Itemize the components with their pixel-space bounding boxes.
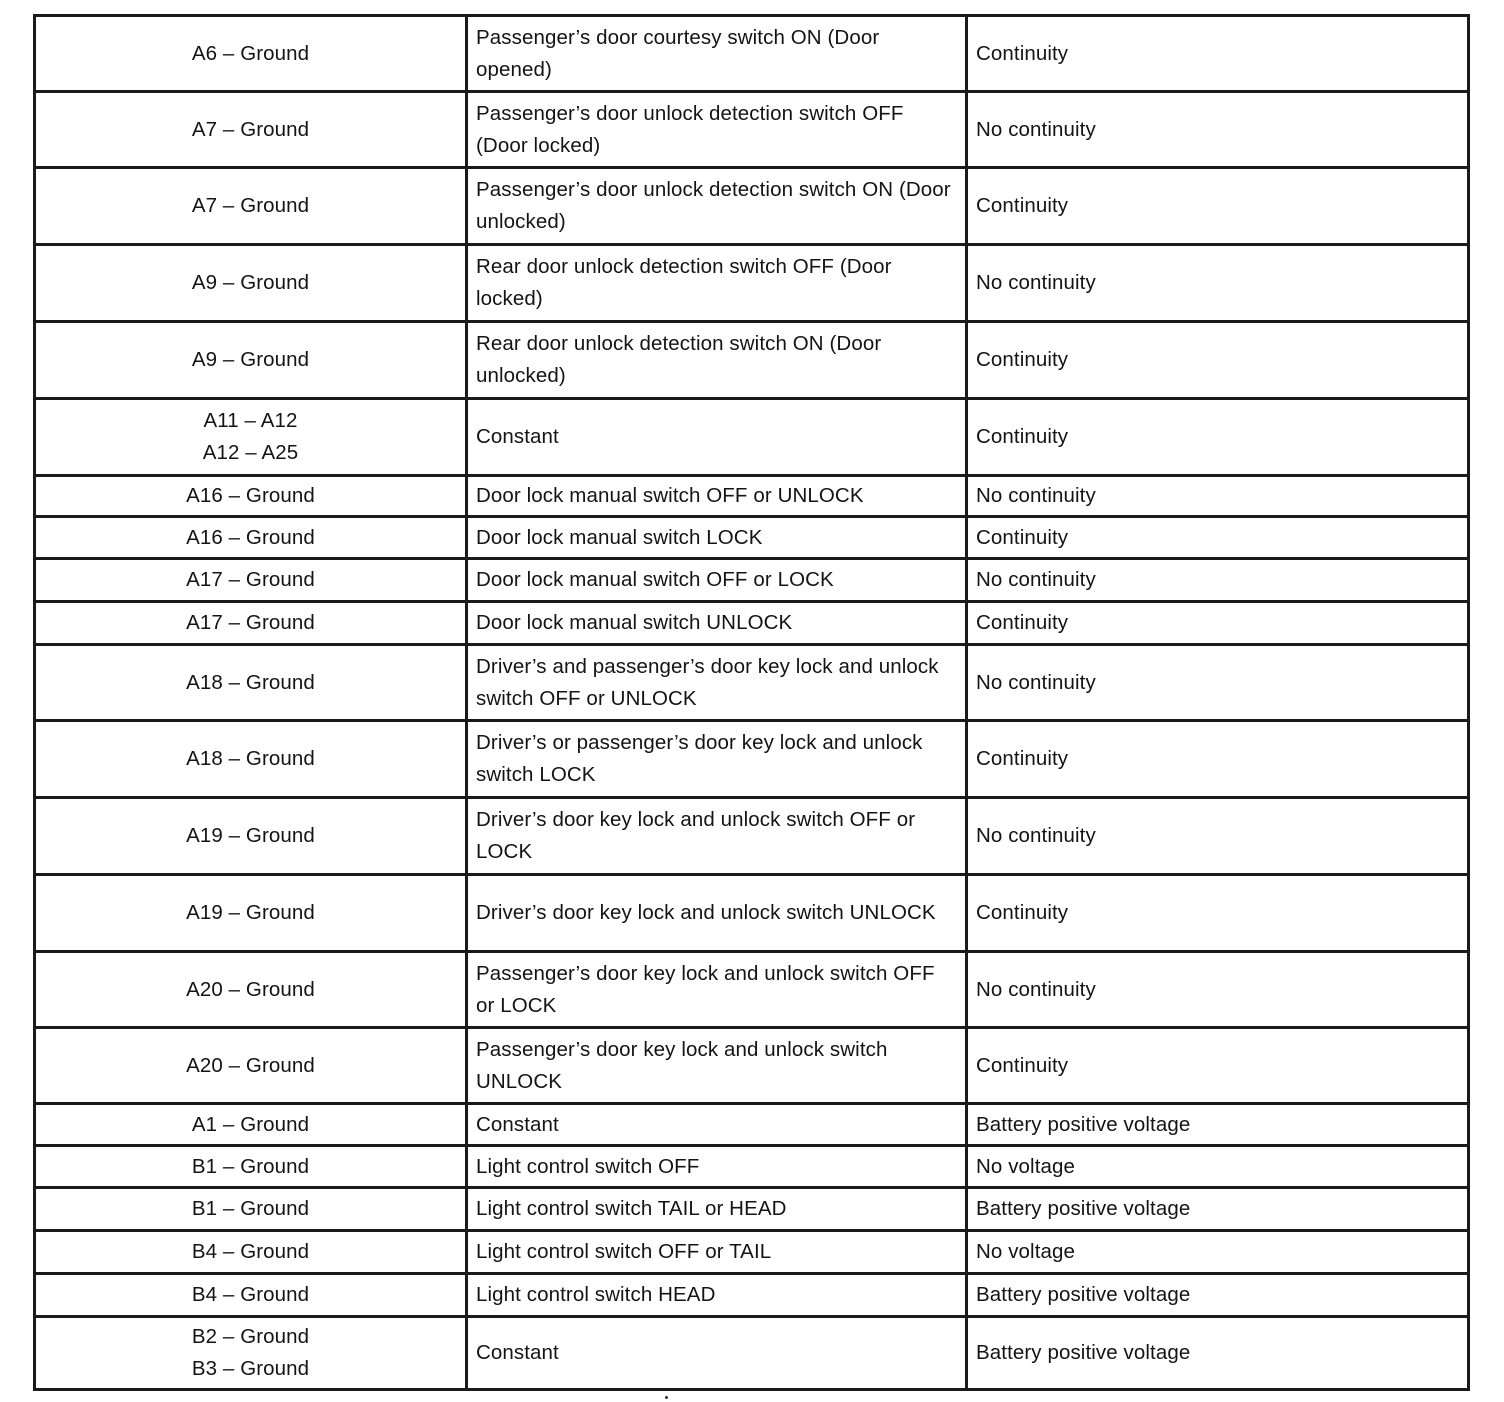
condition-cell: Passenger’s door key lock and unlock switch OFF or LOCK <box>467 952 967 1028</box>
condition-cell: Light control switch TAIL or HEAD <box>467 1188 967 1231</box>
specified-condition-cell: No continuity <box>967 92 1469 168</box>
condition-cell: Driver’s door key lock and unlock switch UNLOCK <box>467 875 967 952</box>
condition-cell: Constant <box>467 399 967 476</box>
specified-condition-cell: No continuity <box>967 476 1469 517</box>
terminal-cell <box>35 168 467 245</box>
terminal-label: A6 – Ground <box>191 41 310 65</box>
terminal-label: A18 – Ground <box>186 747 315 770</box>
terminal-cell <box>35 16 467 92</box>
terminal-cell <box>35 399 467 476</box>
table-row <box>35 245 1469 322</box>
terminal-label: A19 – Ground <box>186 901 315 924</box>
specified-condition-cell: Continuity <box>967 517 1469 559</box>
specified-condition-cell: Continuity <box>967 602 1469 645</box>
condition-cell: Door lock manual switch OFF or UNLOCK <box>467 476 967 517</box>
table-row <box>35 1231 1469 1274</box>
specified-condition-cell: Continuity <box>967 399 1469 476</box>
terminal-cell <box>35 1146 467 1188</box>
inspection-table-container <box>33 14 1467 1391</box>
condition-cell: Light control switch HEAD <box>467 1274 967 1317</box>
condition-cell: Driver’s door key lock and unlock switch OFF or LOCK <box>467 798 967 875</box>
table-row <box>35 92 1469 168</box>
terminal-label: B3 – Ground <box>191 1357 310 1380</box>
table-row <box>35 399 1469 476</box>
table-row <box>35 645 1469 721</box>
terminal-label: A17 – Ground <box>186 568 315 591</box>
terminal-label: A16 – Ground <box>186 484 315 507</box>
terminal-cell <box>35 559 467 602</box>
specified-condition-cell: Battery positive voltage <box>967 1317 1469 1390</box>
condition-cell: Light control switch OFF <box>467 1146 967 1188</box>
table-row <box>35 602 1469 645</box>
specified-condition-cell: Continuity <box>967 721 1469 798</box>
terminal-cell <box>35 517 467 559</box>
specified-condition-cell: No continuity <box>967 952 1469 1028</box>
terminal-label: A7 – Ground <box>191 117 310 141</box>
condition-cell: Passenger’s door courtesy switch ON (Door opened) <box>467 16 967 92</box>
specified-condition-cell: No continuity <box>967 559 1469 602</box>
table-row <box>35 1028 1469 1104</box>
specified-condition-cell: Continuity <box>967 875 1469 952</box>
table-row <box>35 476 1469 517</box>
specified-condition-cell: Continuity <box>967 322 1469 399</box>
condition-cell: Passenger’s door unlock detection switch ON (Door unlocked) <box>467 168 967 245</box>
terminal-label: A9 – Ground <box>191 348 310 371</box>
terminal-label: B4 – Ground <box>191 1240 310 1263</box>
terminal-cell <box>35 92 467 168</box>
terminal-cell <box>35 1104 467 1146</box>
table-row <box>35 559 1469 602</box>
table-row <box>35 16 1469 92</box>
specified-condition-cell: No continuity <box>967 645 1469 721</box>
condition-cell: Passenger’s door key lock and unlock switch UNLOCK <box>467 1028 967 1104</box>
table-row <box>35 952 1469 1028</box>
specified-condition-cell: Continuity <box>967 168 1469 245</box>
condition-cell: Passenger’s door unlock detection switch OFF (Door locked) <box>467 92 967 168</box>
specified-condition-cell: No continuity <box>967 245 1469 322</box>
terminal-label: B1 – Ground <box>191 1197 310 1220</box>
condition-cell: Driver’s and passenger’s door key lock and unlock switch OFF or UNLOCK <box>467 645 967 721</box>
terminal-label: B2 – Ground <box>191 1325 310 1348</box>
terminal-cell <box>35 245 467 322</box>
terminal-label: A12 – A25 <box>202 441 299 464</box>
terminal-cell <box>35 322 467 399</box>
condition-cell: Light control switch OFF or TAIL <box>467 1231 967 1274</box>
terminal-label: B4 – Ground <box>191 1283 310 1306</box>
table-row <box>35 1274 1469 1317</box>
condition-cell: Rear door unlock detection switch OFF (Door locked) <box>467 245 967 322</box>
table-row <box>35 1146 1469 1188</box>
terminal-cell <box>35 1274 467 1317</box>
terminal-cell <box>35 476 467 517</box>
terminal-label: A1 – Ground <box>191 1112 310 1136</box>
terminal-cell <box>35 645 467 721</box>
terminal-cell <box>35 1028 467 1104</box>
condition-cell: Constant <box>467 1317 967 1390</box>
terminal-label: A9 – Ground <box>191 271 310 294</box>
specified-condition-cell: Continuity <box>967 1028 1469 1104</box>
specified-condition-cell: Battery positive voltage <box>967 1274 1469 1317</box>
table-row <box>35 168 1469 245</box>
specified-condition-cell: No voltage <box>967 1231 1469 1274</box>
terminal-label: A16 – Ground <box>186 525 315 549</box>
condition-cell: Driver’s or passenger’s door key lock and unlock switch LOCK <box>467 721 967 798</box>
terminal-cell <box>35 602 467 645</box>
table-row <box>35 1188 1469 1231</box>
terminal-label: A19 – Ground <box>186 824 315 847</box>
specified-condition-cell: No continuity <box>967 798 1469 875</box>
terminal-cell <box>35 952 467 1028</box>
condition-cell: Door lock manual switch OFF or LOCK <box>467 559 967 602</box>
table-row <box>35 798 1469 875</box>
specified-condition-cell: Battery positive voltage <box>967 1188 1469 1231</box>
terminal-label: A11 – A12 <box>203 409 298 432</box>
terminal-cell <box>35 875 467 952</box>
table-row <box>35 1317 1469 1390</box>
inspection-table <box>33 14 1470 1391</box>
specified-condition-cell: No voltage <box>967 1146 1469 1188</box>
table-row <box>35 721 1469 798</box>
terminal-label: A17 – Ground <box>186 611 315 634</box>
specified-condition-cell: Battery positive voltage <box>967 1104 1469 1146</box>
condition-cell: Door lock manual switch LOCK <box>467 517 967 559</box>
terminal-cell <box>35 1231 467 1274</box>
terminal-label: A20 – Ground <box>186 1053 315 1077</box>
table-row <box>35 322 1469 399</box>
condition-cell: Rear door unlock detection switch ON (Door unlocked) <box>467 322 967 399</box>
table-row <box>35 875 1469 952</box>
terminal-label: B1 – Ground <box>191 1154 310 1178</box>
stray-dot <box>665 1396 668 1399</box>
condition-cell: Constant <box>467 1104 967 1146</box>
condition-cell: Door lock manual switch UNLOCK <box>467 602 967 645</box>
inspection-table-body <box>35 16 1469 1390</box>
terminal-label: A20 – Ground <box>186 977 315 1001</box>
terminal-label: A18 – Ground <box>186 670 315 694</box>
table-row <box>35 1104 1469 1146</box>
terminal-cell <box>35 798 467 875</box>
terminal-cell <box>35 1317 467 1390</box>
terminal-cell <box>35 1188 467 1231</box>
terminal-label: A7 – Ground <box>191 194 310 217</box>
terminal-cell <box>35 721 467 798</box>
table-row <box>35 517 1469 559</box>
specified-condition-cell: Continuity <box>967 16 1469 92</box>
